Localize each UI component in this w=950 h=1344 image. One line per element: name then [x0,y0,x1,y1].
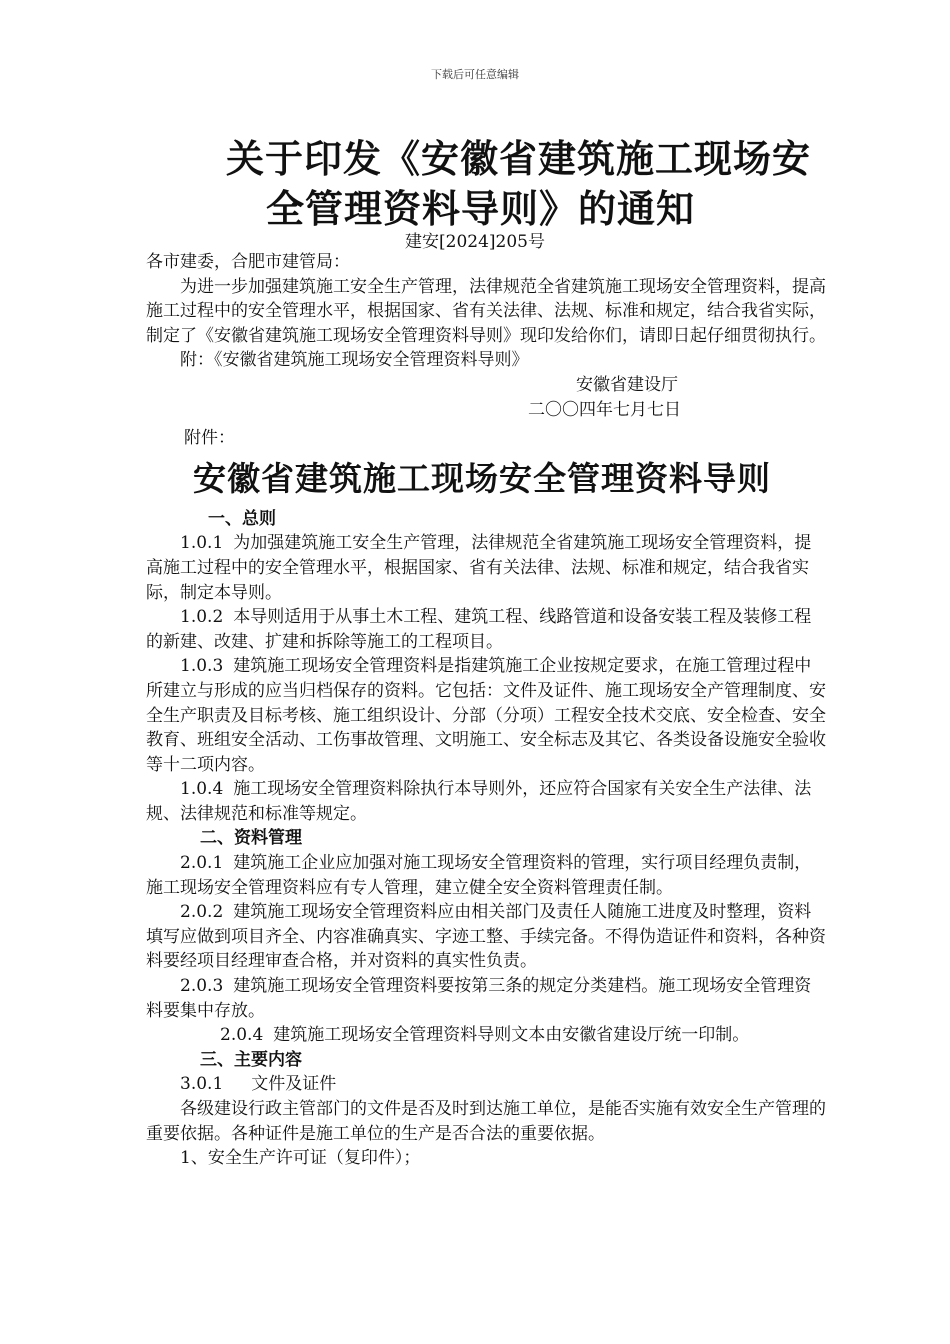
clause-text: 建筑施工现场安全管理资料要按第三条的规定分类建档。施工现场安全管理资料要集中存放。 [146,976,812,1021]
clause-text: 施工现场安全管理资料除执行本导则外，还应符合国家有关安全生产法律、法规、法律规范和标准等规定。 [146,779,812,824]
notice-title-line-1: 关于印发《安徽省建筑施工现场安 [226,136,812,181]
signature-date: 二〇〇四年七月七日 [528,399,681,420]
clause-2-0-2 [146,900,826,974]
header-note: 下载后可任意编辑 [431,68,519,81]
clause-number: 2.0.3 [180,976,224,997]
clause-2-0-1 [146,851,826,900]
clause-1-0-1 [146,531,826,605]
salutation: 各市建委，合肥市建管局： [146,252,350,272]
appendix-note: 附：《安徽省建筑施工现场安全管理资料导则》 [180,350,529,371]
clause-title: 文件及证件 [251,1074,337,1095]
document-body [146,250,826,1171]
section-heading-main-content: 三、主要内容 [200,1049,302,1070]
guide-title: 安徽省建筑施工现场安全管理资料导则 [193,458,771,498]
list-item: 1、安全生产许可证（复印件）； [180,1148,421,1169]
clause-3-0-1 [146,1072,826,1097]
intro-paragraph: 为进一步加强建筑施工安全生产管理，法律规范全省建筑施工现场安全管理资料，提高施工过程中的安全管理水平，根据国家、省有关法律、法规、标准和规定，结合我省实际，制定了《安徽省建筑施工现场安全管理资料导则》现印发给你们，请即日起仔细贯彻执行。 [146,276,826,346]
clause-text: 为加强建筑施工安全生产管理，法律规范全省建筑施工现场安全管理资料，提高施工过程中的安全管理水平，根据国家、省有关法律、法规、标准和规定，结合我省实际，制定本导则。 [146,533,812,603]
clause-number: 2.0.4 [220,1025,264,1046]
clause-text: 本导则适用于从事土木工程、建筑工程、线路管道和设备安装工程及装修工程的新建、改建、扩建和拆除等施工的工程项目。 [146,607,812,652]
clause-2-0-4 [146,1023,826,1048]
clause-number: 3.0.1 [180,1074,224,1095]
clause-text: 建筑施工现场安全管理资料应由相关部门及责任人随施工进度及时整理，资料填写应做到项目齐全、内容准确真实、字迹工整、手续完备。不得伪造证件和资料，各种资料要经项目经理审查合格，并对资料的真实性负责。 [146,902,826,972]
signature-org: 安徽省建设厅 [576,374,678,395]
section-heading-general: 一、总则 [208,508,276,529]
clause-1-0-2 [146,605,826,654]
clause-text: 建筑施工现场安全管理资料导则文本由安徽省建设厅统一印制。 [273,1025,750,1046]
clause-number: 1.0.2 [180,607,224,628]
clause-text: 建筑施工企业应加强对施工现场安全管理资料的管理，实行项目经理负责制，施工现场安全管理资料应有专人管理，建立健全安全资料管理责任制。 [146,853,812,898]
attachment-label: 附件： [184,428,235,449]
section-heading-data-management: 二、资料管理 [200,828,302,849]
clause-text: 建筑施工现场安全管理资料是指建筑施工企业按规定要求，在施工管理过程中所建立与形成的应当归档保存的资料。它包括：文件及证件、施工现场安全产管理制度、安全生产职责及目标考核、施工组织设计、分部（分项）工程安全技术交底、安全检查、安全教育、班组安全活动、工伤事故管理、文明施工、安全标志及其它、各类设备设施安全验收等十二项内容。 [146,656,826,775]
clause-number: 1.0.4 [180,779,224,800]
clause-1-0-4 [146,777,826,826]
clause-2-0-3 [146,974,826,1023]
notice-title-line-2: 全管理资料导则》的通知 [266,186,696,231]
clause-3-0-1-text: 各级建设行政主管部门的文件是否及时到达施工单位，是能否实施有效安全生产管理的重要依据。各种证件是施工单位的生产是否合法的重要依据。 [146,1099,826,1144]
clause-number: 2.0.2 [180,902,224,923]
clause-number: 1.0.3 [180,656,224,677]
document-number: 建安[2024]205号 [405,232,545,252]
clause-number: 2.0.1 [180,853,224,874]
clause-number: 1.0.1 [180,533,224,554]
clause-1-0-3 [146,654,826,777]
